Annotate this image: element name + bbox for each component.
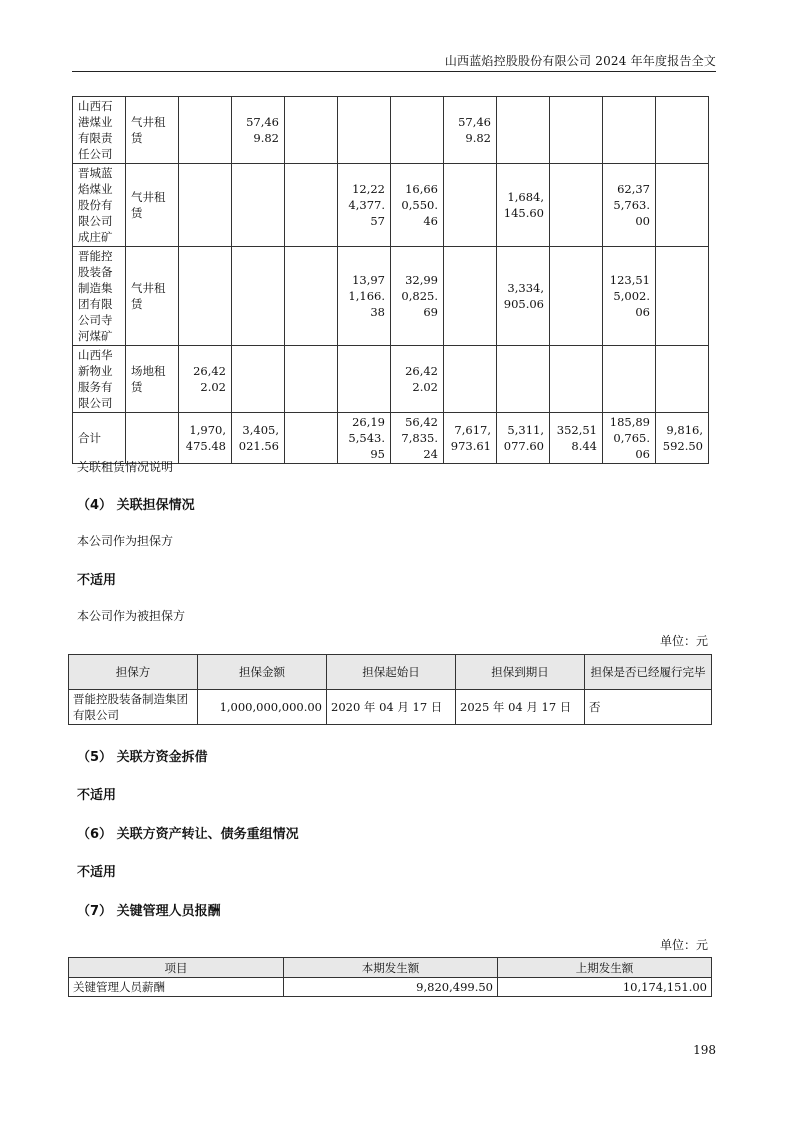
table-cell: 山西石港煤业有限责任公司 — [73, 97, 126, 164]
table-cell: 山西华新物业服务有限公司 — [73, 346, 126, 413]
table-row — [69, 690, 712, 725]
table-cell: 62,375,763.00 — [603, 164, 656, 247]
table-cell — [550, 97, 603, 164]
table-cell: 关键管理人员薪酬 — [69, 978, 284, 997]
table-cell — [550, 164, 603, 247]
table-cell: 1,970,475.48 — [179, 413, 232, 464]
table-cell — [603, 346, 656, 413]
table-row — [73, 413, 709, 464]
guarantee-table — [68, 654, 712, 725]
table-cell — [444, 247, 497, 346]
table-cell: 气井租赁 — [126, 164, 179, 247]
table-cell: 10,174,151.00 — [498, 978, 712, 997]
table-cell — [179, 247, 232, 346]
table-cell — [497, 346, 550, 413]
table-header: 担保金额 — [198, 655, 327, 690]
table-cell: 3,334,905.06 — [497, 247, 550, 346]
section5-title: （5） 关联方资金拆借 — [77, 750, 208, 765]
section6-status: 不适用 — [77, 865, 117, 880]
header-divider — [72, 71, 716, 72]
table-cell: 气井租赁 — [126, 97, 179, 164]
page-number: 198 — [693, 1043, 716, 1057]
table-cell — [497, 97, 550, 164]
table-cell — [550, 247, 603, 346]
table-cell — [444, 164, 497, 247]
table-cell: 3,405,021.56 — [232, 413, 285, 464]
table-cell: 57,469.82 — [232, 97, 285, 164]
lease-note: 关联租赁情况说明 — [77, 460, 174, 474]
table-header: 担保是否已经履行完毕 — [585, 655, 712, 690]
guarantor-label: 本公司作为担保方 — [77, 534, 174, 548]
table-header: 项目 — [69, 958, 284, 978]
table-cell: 185,890,765.06 — [603, 413, 656, 464]
table-cell: 场地租赁 — [126, 346, 179, 413]
table-cell: 晋能控股装备制造集团有限公司 — [69, 690, 198, 725]
table-cell — [656, 346, 709, 413]
table-cell — [603, 97, 656, 164]
section7-title: （7） 关键管理人员报酬 — [77, 904, 221, 919]
table-cell — [285, 413, 338, 464]
table-cell — [656, 164, 709, 247]
guarantor-status: 不适用 — [77, 573, 117, 588]
table-cell — [391, 97, 444, 164]
table-header: 担保起始日 — [327, 655, 456, 690]
table-cell: 否 — [585, 690, 712, 725]
table-cell: 57,469.82 — [444, 97, 497, 164]
table-row — [73, 247, 709, 346]
related-lease-table — [72, 96, 709, 464]
table-cell: 7,617,973.61 — [444, 413, 497, 464]
table-cell — [285, 97, 338, 164]
table-cell — [656, 247, 709, 346]
table-cell: 2025 年 04 月 17 日 — [456, 690, 585, 725]
table-cell — [338, 97, 391, 164]
table-cell — [550, 346, 603, 413]
table-cell: 1,684,145.60 — [497, 164, 550, 247]
table-cell: 26,422.02 — [179, 346, 232, 413]
table-row — [69, 978, 712, 997]
table-cell: 16,660,550.46 — [391, 164, 444, 247]
table-row — [73, 97, 709, 164]
table-header: 担保方 — [69, 655, 198, 690]
table-cell: 26,195,543.95 — [338, 413, 391, 464]
table-cell: 13,971,166.38 — [338, 247, 391, 346]
table-row — [73, 164, 709, 247]
table-cell: 2020 年 04 月 17 日 — [327, 690, 456, 725]
table-cell: 352,518.44 — [550, 413, 603, 464]
table-cell: 晋城蓝焰煤业股份有限公司成庄矿 — [73, 164, 126, 247]
table-cell — [126, 413, 179, 464]
table-cell — [179, 97, 232, 164]
unit-label: 单位：元 — [659, 634, 708, 648]
guaranteed-label: 本公司作为被担保方 — [77, 609, 186, 623]
unit-label: 单位：元 — [659, 938, 708, 952]
table-cell: 32,990,825.69 — [391, 247, 444, 346]
table-cell: 气井租赁 — [126, 247, 179, 346]
section5-status: 不适用 — [77, 788, 117, 803]
table-header: 本期发生额 — [284, 958, 498, 978]
table-row — [73, 346, 709, 413]
report-header-title: 山西蓝焰控股股份有限公司 2024 年年度报告全文 — [444, 54, 716, 68]
table-cell: 9,816,592.50 — [656, 413, 709, 464]
section6-title: （6） 关联方资产转让、债务重组情况 — [77, 827, 299, 842]
table-cell: 12,224,377.57 — [338, 164, 391, 247]
table-cell: 123,515,002.06 — [603, 247, 656, 346]
table-header: 上期发生额 — [498, 958, 712, 978]
section4-title: （4） 关联担保情况 — [77, 498, 195, 513]
table-cell: 1,000,000,000.00 — [198, 690, 327, 725]
table-cell — [444, 346, 497, 413]
table-cell: 9,820,499.50 — [284, 978, 498, 997]
table-cell — [232, 164, 285, 247]
compensation-table — [68, 957, 712, 997]
table-cell — [232, 247, 285, 346]
table-cell: 5,311,077.60 — [497, 413, 550, 464]
table-cell — [656, 97, 709, 164]
table-cell — [285, 164, 338, 247]
table-cell: 26,422.02 — [391, 346, 444, 413]
table-cell — [338, 346, 391, 413]
table-cell — [285, 247, 338, 346]
table-cell: 晋能控股装备制造集团有限公司寺河煤矿 — [73, 247, 126, 346]
table-header: 担保到期日 — [456, 655, 585, 690]
table-cell — [179, 164, 232, 247]
table-cell — [285, 346, 338, 413]
table-cell — [232, 346, 285, 413]
table-cell: 合计 — [73, 413, 126, 464]
table-cell: 56,427,835.24 — [391, 413, 444, 464]
